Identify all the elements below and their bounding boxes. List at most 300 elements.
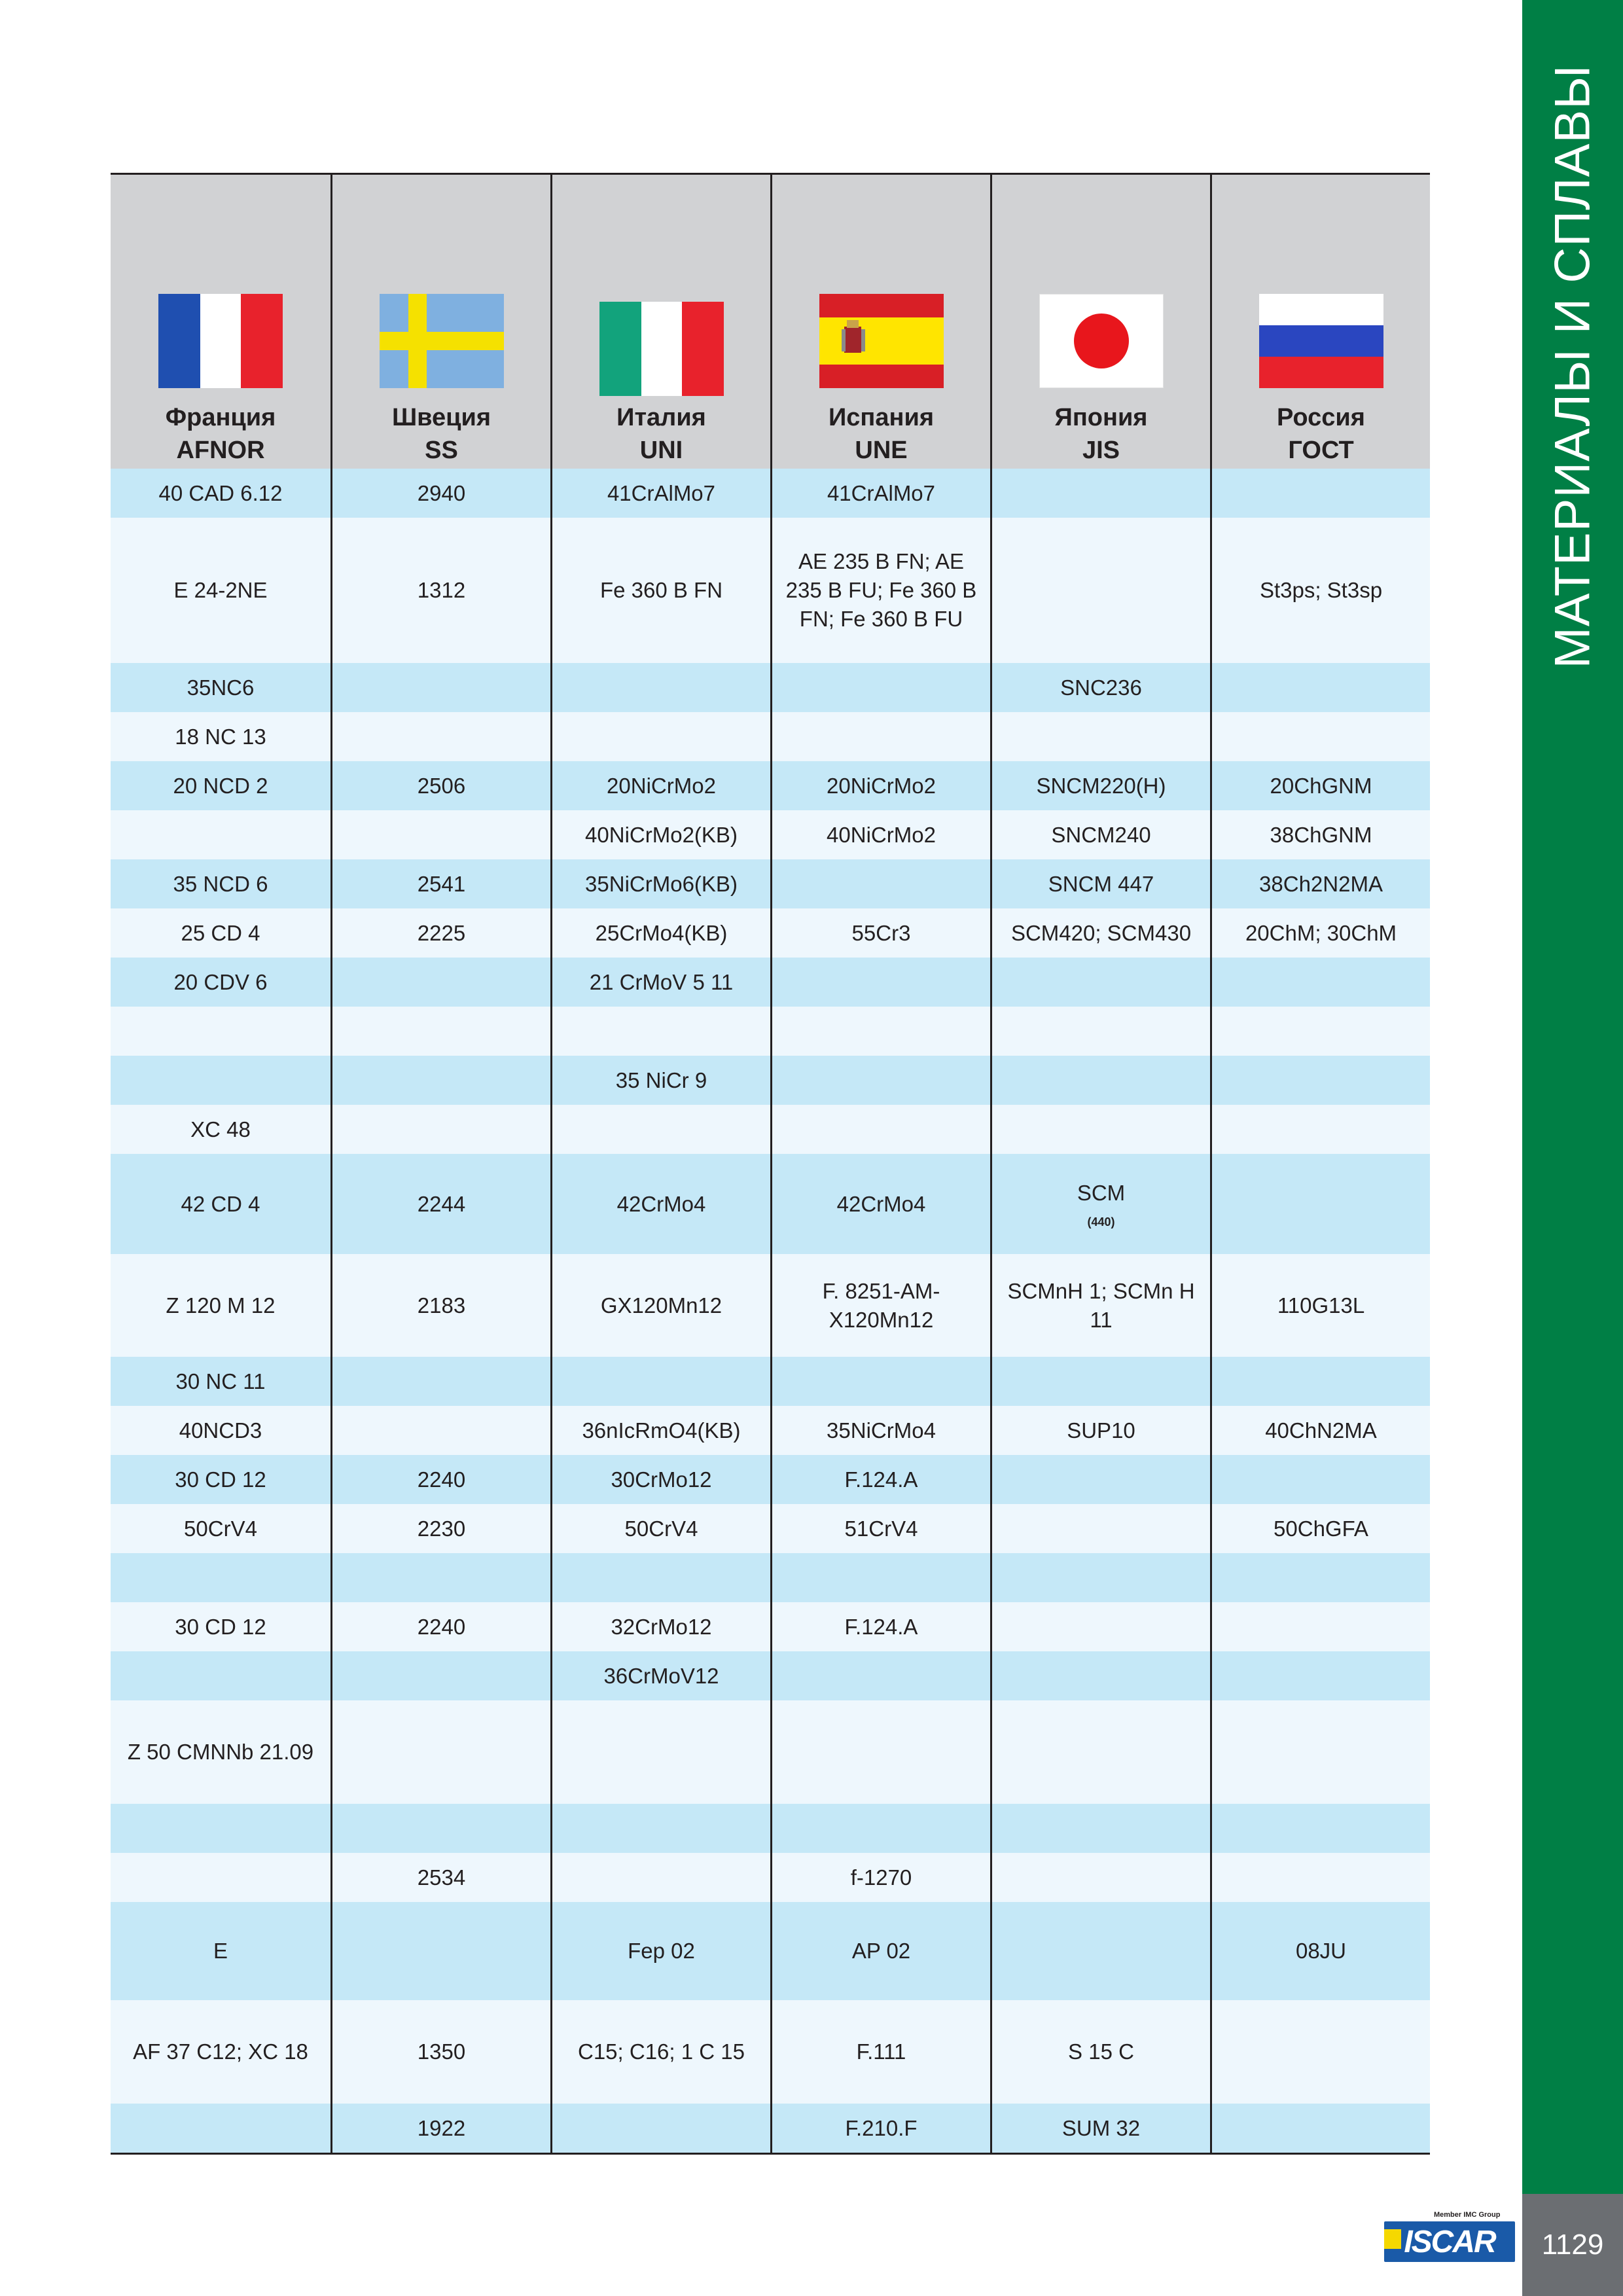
- cell-text: 42CrMo4: [616, 1191, 706, 1216]
- page-number: 1129: [1522, 2194, 1623, 2296]
- cell-text: 2534: [417, 1865, 466, 1890]
- table-cell: [1210, 469, 1430, 518]
- cell-text: E 24-2NE: [173, 578, 268, 602]
- table-cell: [111, 958, 330, 1007]
- cell-text: 42CrMo4: [836, 1191, 926, 1216]
- table-cell: [770, 1254, 990, 1357]
- cell-text: 2240: [417, 1467, 466, 1492]
- table-cell: [330, 1254, 550, 1357]
- cell-text: 36CrMoV12: [603, 1663, 719, 1688]
- table-cell: [990, 1853, 1210, 1902]
- country-name: Испания: [828, 404, 935, 431]
- table-row: [111, 1902, 1430, 2000]
- cell-text: Z 50 CMNNb 21.09: [127, 1740, 314, 1764]
- spain-flag: [819, 294, 944, 388]
- cell-text: 40ChN2MA: [1265, 1418, 1377, 1443]
- country-name: Россия: [1277, 404, 1365, 431]
- table-cell: [990, 761, 1210, 810]
- table-cell: [770, 1553, 990, 1602]
- column-title: [1212, 401, 1430, 467]
- table-row: [111, 518, 1430, 663]
- column-header: [1210, 175, 1430, 469]
- table-cell: [111, 761, 330, 810]
- table-row: [111, 1553, 1430, 1602]
- table-cell: [111, 1154, 330, 1254]
- cell-text: SNCM 447: [1048, 871, 1154, 896]
- table-cell: [770, 469, 990, 518]
- table-cell: [1210, 518, 1430, 663]
- table-cell: [990, 1007, 1210, 1056]
- table-cell: [990, 1651, 1210, 1700]
- table-cell: [990, 958, 1210, 1007]
- table-cell: [770, 1105, 990, 1154]
- table-cell: [111, 1455, 330, 1504]
- logo-member-text: Member IMC Group: [1434, 2211, 1501, 2219]
- table-row: [111, 761, 1430, 810]
- cell-text: SNCM240: [1051, 822, 1151, 847]
- table-cell: [1210, 810, 1430, 859]
- column-title: [552, 401, 770, 467]
- table-cell: [330, 2104, 550, 2153]
- table-cell: [550, 1700, 770, 1804]
- cell-text: Fe 360 B FN: [599, 578, 723, 602]
- table-row: [111, 1254, 1430, 1357]
- table-cell: [550, 1105, 770, 1154]
- table-row: [111, 1105, 1430, 1154]
- france-flag: [158, 294, 283, 388]
- table-row: [111, 1602, 1430, 1651]
- cell-text: S 15 C: [1068, 2039, 1134, 2064]
- table-cell: [550, 761, 770, 810]
- standard-name: ГОСТ: [1288, 437, 1354, 464]
- cell-text: 20 NCD 2: [173, 773, 268, 798]
- cell-text: 51CrV4: [844, 1516, 918, 1541]
- column-title: [332, 401, 550, 467]
- table-cell: [330, 1105, 550, 1154]
- table-cell: [770, 1804, 990, 1853]
- table-cell: [1210, 1804, 1430, 1853]
- table-cell: [330, 663, 550, 712]
- table-cell: [550, 712, 770, 761]
- table-cell: [990, 908, 1210, 958]
- table-cell: [330, 1853, 550, 1902]
- table-cell: [990, 1804, 1210, 1853]
- table-cell: [111, 1804, 330, 1853]
- cell-text: AP 02: [851, 1939, 911, 1963]
- cell-text: XC 48: [190, 1117, 251, 1141]
- table-row: [111, 958, 1430, 1007]
- table-cell: [111, 1853, 330, 1902]
- table-row: [111, 1154, 1430, 1254]
- table-cell: [330, 908, 550, 958]
- table-cell: [1210, 663, 1430, 712]
- cell-text: F.210.F: [845, 2115, 918, 2140]
- cell-text: 2940: [417, 480, 466, 505]
- cell-text: St3ps; St3sp: [1259, 578, 1383, 602]
- table-row: [111, 908, 1430, 958]
- cell-text: 110G13L: [1277, 1293, 1365, 1318]
- table-cell: [330, 761, 550, 810]
- cell-text: 35NC6: [187, 675, 255, 700]
- table-cell: [1210, 908, 1430, 958]
- cell-text: 1312: [417, 578, 466, 602]
- table-cell: [990, 1455, 1210, 1504]
- cell-text: 35 NCD 6: [173, 871, 268, 896]
- table-cell: [1210, 1553, 1430, 1602]
- table-cell: [111, 1056, 330, 1105]
- table-cell: [330, 1553, 550, 1602]
- table-cell: [1210, 2000, 1430, 2104]
- table-cell: [990, 1553, 1210, 1602]
- country-name: Япония: [1054, 404, 1148, 431]
- column-header: [990, 175, 1210, 469]
- cell-text: 40NiCrMo2(KB): [585, 822, 738, 847]
- cell-text: 2541: [417, 871, 466, 896]
- table-cell: [1210, 1853, 1430, 1902]
- cell-text: SCM: [1077, 1180, 1126, 1205]
- logo-accent: [1384, 2229, 1401, 2249]
- table-cell: [770, 1602, 990, 1651]
- table-cell: [770, 908, 990, 958]
- table-cell: [990, 1602, 1210, 1651]
- table-cell: [770, 859, 990, 908]
- table-cell: [990, 1406, 1210, 1455]
- table-row: [111, 712, 1430, 761]
- table-cell: [550, 2000, 770, 2104]
- table-body: [111, 469, 1430, 2153]
- russia-flag: [1259, 294, 1383, 388]
- table-cell: [550, 1853, 770, 1902]
- cell-text: SUM 32: [1061, 2115, 1141, 2140]
- table-cell: [990, 2104, 1210, 2153]
- table-cell: [111, 712, 330, 761]
- table-cell: [1210, 1254, 1430, 1357]
- table-cell: [1210, 1504, 1430, 1553]
- table-cell: [111, 1553, 330, 1602]
- cell-text: 2506: [417, 773, 466, 798]
- table-cell: [770, 2000, 990, 2104]
- cell-text: F.111: [856, 2039, 906, 2064]
- standard-name: JIS: [1082, 437, 1120, 464]
- table-cell: [990, 1357, 1210, 1406]
- table-cell: [770, 518, 990, 663]
- table-cell: [770, 1007, 990, 1056]
- cell-text: AE 235 B FN; AE 235 B FU; Fe 360 B FN; Fe 360 B FU: [785, 549, 977, 631]
- table-cell: [550, 1254, 770, 1357]
- table-cell: [1210, 1154, 1430, 1254]
- cell-text: 20ChGNM: [1270, 773, 1372, 798]
- table-cell: [1210, 1455, 1430, 1504]
- logo-brand: ISCAR: [1404, 2224, 1495, 2259]
- table-cell: [330, 1902, 550, 2000]
- table-cell: [330, 1455, 550, 1504]
- table-cell: [330, 2000, 550, 2104]
- cell-text: 40NCD3: [179, 1418, 262, 1443]
- table-cell: [770, 663, 990, 712]
- country-name: Франция: [165, 404, 276, 431]
- cell-text: F.124.A: [844, 1467, 918, 1492]
- cell-text: 20 CDV 6: [173, 969, 268, 994]
- table-cell: [330, 859, 550, 908]
- cell-text: 18 NC 13: [175, 724, 266, 749]
- column-header: [770, 175, 990, 469]
- table-cell: [770, 1056, 990, 1105]
- table-cell: [990, 859, 1210, 908]
- table-cell: [990, 469, 1210, 518]
- cell-text: 2183: [417, 1293, 466, 1318]
- cell-text: AF 37 C12; XC 18: [133, 2039, 308, 2064]
- table-row: [111, 1357, 1430, 1406]
- table-cell: [330, 712, 550, 761]
- cell-text: GX120Mn12: [600, 1293, 722, 1318]
- table-cell: [1210, 2104, 1430, 2153]
- table-cell: [990, 518, 1210, 663]
- table-cell: [111, 1602, 330, 1651]
- cell-text: SCMnH 1; SCMn H 11: [1007, 1278, 1195, 1332]
- cell-text: 20NiCrMo2: [607, 773, 716, 798]
- column-title: [772, 401, 990, 467]
- table-row: [111, 1455, 1430, 1504]
- cell-text: 25CrMo4(KB): [595, 920, 728, 945]
- table-cell: [330, 1700, 550, 1804]
- table-cell: [111, 859, 330, 908]
- table-cell: [1210, 1700, 1430, 1804]
- materials-table: [111, 173, 1430, 2155]
- table-cell: [330, 1651, 550, 1700]
- standard-name: UNI: [639, 437, 683, 464]
- table-header: [111, 175, 1430, 469]
- column-title: [992, 401, 1210, 467]
- cell-text: 1350: [417, 2039, 466, 2064]
- table-cell: [330, 1056, 550, 1105]
- table-cell: [1210, 859, 1430, 908]
- table-cell: [330, 1154, 550, 1254]
- cell-text: 20ChM; 30ChM: [1245, 920, 1397, 945]
- table-cell: [111, 1504, 330, 1553]
- table-cell: [550, 1056, 770, 1105]
- table-cell: [111, 1406, 330, 1455]
- table-row: [111, 1504, 1430, 1553]
- cell-text: 35NiCrMo6(KB): [585, 871, 738, 896]
- table-cell: [1210, 712, 1430, 761]
- table-cell: [550, 908, 770, 958]
- table-cell: [111, 663, 330, 712]
- table-cell: [550, 1602, 770, 1651]
- table-cell: [111, 518, 330, 663]
- cell-text: 20NiCrMo2: [827, 773, 936, 798]
- cell-text: 35NiCrMo4: [827, 1418, 936, 1443]
- table-cell: [330, 1602, 550, 1651]
- cell-text: 25 CD 4: [181, 920, 260, 945]
- table-cell: [1210, 1902, 1430, 2000]
- table-cell: [550, 859, 770, 908]
- table-row: [111, 1651, 1430, 1700]
- table-row: [111, 1804, 1430, 1853]
- logo-mark: [1384, 2221, 1515, 2262]
- table-cell: [550, 1902, 770, 2000]
- table-cell: [111, 810, 330, 859]
- table-cell: [990, 810, 1210, 859]
- country-name: Италия: [616, 404, 706, 431]
- table-cell: [1210, 1357, 1430, 1406]
- cell-text: 50CrV4: [184, 1516, 257, 1541]
- table-cell: [111, 908, 330, 958]
- table-cell: [111, 1700, 330, 1804]
- cell-text: 38Ch2N2MA: [1259, 871, 1383, 896]
- table-cell: [990, 663, 1210, 712]
- table-cell: [550, 1504, 770, 1553]
- table-cell: [550, 1357, 770, 1406]
- table-cell: [770, 761, 990, 810]
- table-row: [111, 1700, 1430, 1804]
- table-cell: [330, 1504, 550, 1553]
- table-cell: [330, 1357, 550, 1406]
- table-cell: [330, 469, 550, 518]
- table-cell: [550, 958, 770, 1007]
- standard-name: SS: [425, 437, 458, 464]
- table-cell: [111, 1902, 330, 2000]
- cell-text: SUP10: [1067, 1418, 1135, 1443]
- cell-text: 35 NiCr 9: [615, 1067, 707, 1092]
- cell-text: 30 CD 12: [175, 1467, 266, 1492]
- cell-text: 40 CAD 6.12: [158, 480, 283, 505]
- column-title: [111, 401, 330, 467]
- table-cell: [550, 1406, 770, 1455]
- table-cell: [111, 2000, 330, 2104]
- cell-text: 08JU: [1295, 1939, 1347, 1963]
- table-cell: [111, 2104, 330, 2153]
- table-cell: [1210, 958, 1430, 1007]
- cell-text: 42 CD 4: [181, 1191, 260, 1216]
- table-row: [111, 859, 1430, 908]
- table-cell: [990, 1105, 1210, 1154]
- table-cell: [990, 712, 1210, 761]
- table-cell: [770, 712, 990, 761]
- table-cell: [770, 1902, 990, 2000]
- scm-note: (440): [1087, 1215, 1115, 1229]
- cell-text: 2230: [417, 1516, 466, 1541]
- cell-text: Z 120 M 12: [166, 1293, 276, 1318]
- table-cell: [1210, 1651, 1430, 1700]
- table-cell: [770, 1154, 990, 1254]
- table-cell: [1210, 1056, 1430, 1105]
- column-header: [111, 175, 330, 469]
- japan-flag: [1039, 294, 1164, 388]
- table-row: [111, 1056, 1430, 1105]
- cell-text: 32CrMo12: [611, 1614, 712, 1639]
- table-cell: [770, 1455, 990, 1504]
- table-cell: [111, 1651, 330, 1700]
- table-cell: [550, 1007, 770, 1056]
- table-cell: [770, 1700, 990, 1804]
- cell-text: E: [213, 1939, 228, 1963]
- table-cell: [111, 1105, 330, 1154]
- cell-text: 2240: [417, 1614, 466, 1639]
- table-cell: [111, 1007, 330, 1056]
- standard-name: AFNOR: [176, 437, 265, 464]
- table-cell: [330, 958, 550, 1007]
- cell-text: 36nIcRmO4(KB): [582, 1418, 741, 1443]
- cell-text: 41CrAlMo7: [607, 480, 716, 505]
- cell-text: f-1270: [850, 1865, 912, 1890]
- cell-text: 30CrMo12: [611, 1467, 712, 1492]
- column-header: [550, 175, 770, 469]
- table-cell: [550, 810, 770, 859]
- table-row: [111, 1007, 1430, 1056]
- table-cell: [1210, 1007, 1430, 1056]
- cell-text: 41CrAlMo7: [827, 480, 936, 505]
- italy-flag: [599, 302, 724, 396]
- column-header: [330, 175, 550, 469]
- table-row: [111, 810, 1430, 859]
- cell-text: SNC236: [1060, 675, 1142, 700]
- cell-text: 1922: [417, 2115, 466, 2140]
- table-cell: [550, 1804, 770, 1853]
- table-cell: [550, 1154, 770, 1254]
- table-cell: [111, 1357, 330, 1406]
- table-cell: [770, 1651, 990, 1700]
- table-cell: [770, 1406, 990, 1455]
- table-cell: [550, 663, 770, 712]
- table-row: [111, 469, 1430, 518]
- table-cell: [770, 810, 990, 859]
- table-cell: [990, 2000, 1210, 2104]
- cell-text: 30 CD 12: [175, 1614, 266, 1639]
- table-cell: [330, 1804, 550, 1853]
- cell-text: F. 8251-AM-X120Mn12: [822, 1278, 940, 1332]
- table-cell: [550, 1651, 770, 1700]
- section-title: МАТЕРИАЛЫ И СПЛАВЫ: [1544, 64, 1601, 669]
- cell-text: 55Cr3: [851, 920, 911, 945]
- table-cell: [330, 810, 550, 859]
- cell-text: 2225: [417, 920, 466, 945]
- cell-text: 30 NC 11: [175, 1369, 266, 1393]
- table-cell: [111, 1254, 330, 1357]
- table-cell: [550, 2104, 770, 2153]
- table-cell: [990, 1154, 1210, 1254]
- table-cell: [330, 1406, 550, 1455]
- table-cell: [990, 1504, 1210, 1553]
- table-row: [111, 1853, 1430, 1902]
- country-name: Швеция: [391, 404, 491, 431]
- table-cell: [550, 1455, 770, 1504]
- table-cell: [330, 518, 550, 663]
- standard-name: UNE: [855, 437, 908, 464]
- cell-text: 40NiCrMo2: [827, 822, 936, 847]
- table-row: [111, 1406, 1430, 1455]
- table-cell: [990, 1902, 1210, 2000]
- table-cell: [990, 1056, 1210, 1105]
- cell-text: SCM420; SCM430: [1010, 920, 1192, 945]
- table-cell: [1210, 1602, 1430, 1651]
- cell-text: 38ChGNM: [1270, 822, 1372, 847]
- cell-text: F.124.A: [844, 1614, 918, 1639]
- table-cell: [550, 469, 770, 518]
- table-cell: [990, 1700, 1210, 1804]
- table-cell: [770, 2104, 990, 2153]
- table-row: [111, 2104, 1430, 2153]
- table-cell: [111, 469, 330, 518]
- table-cell: [770, 1853, 990, 1902]
- table-cell: [1210, 761, 1430, 810]
- cell-text: 50CrV4: [624, 1516, 698, 1541]
- table-cell: [550, 1553, 770, 1602]
- table-cell: [770, 958, 990, 1007]
- iscar-logo: [1384, 2211, 1515, 2265]
- table-cell: [1210, 1105, 1430, 1154]
- cell-text: 50ChGFA: [1274, 1516, 1368, 1541]
- table-cell: [770, 1504, 990, 1553]
